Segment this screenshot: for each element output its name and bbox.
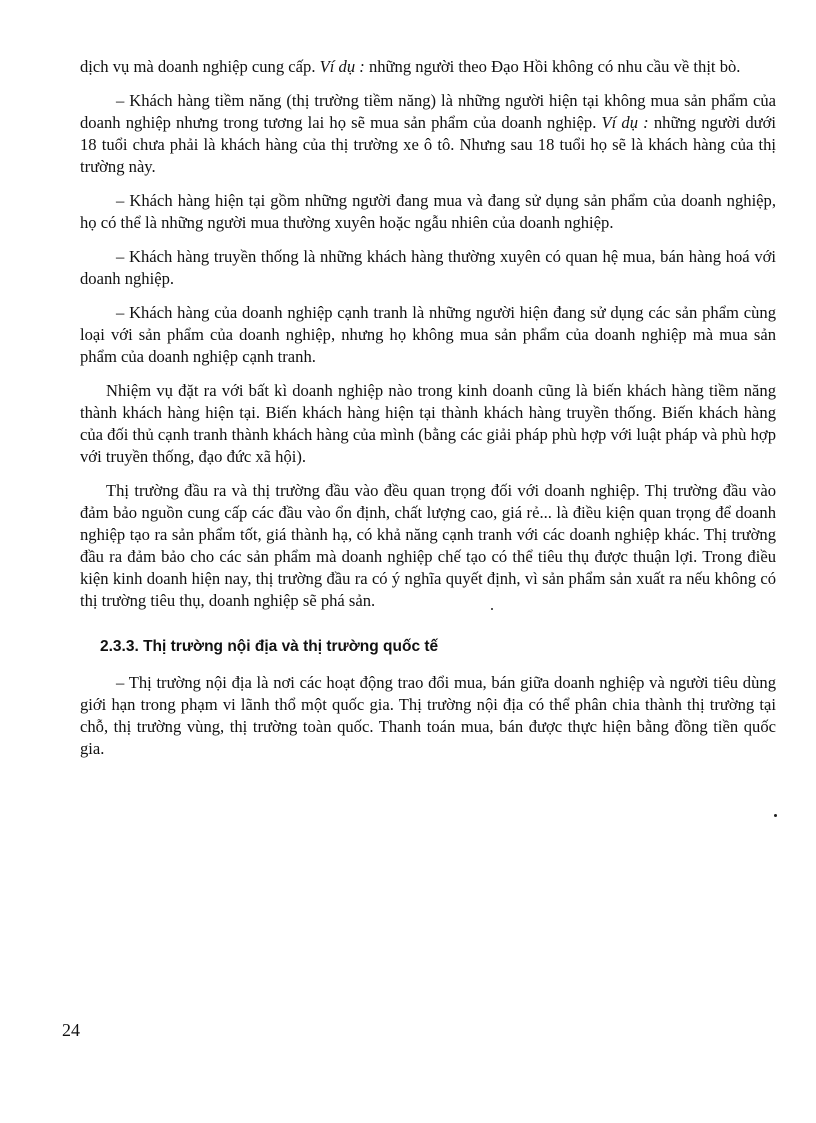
paragraph-potential-customers	[80, 90, 776, 178]
paragraph-domestic-market: – Thị trường nội địa là nơi các hoạt động trao đổi mua, bán giữa doanh nghiệp và người tiêu dùng giới hạn trong phạm vi lãnh thổ một quốc gia. Thị trường nội địa có thể phân chia thành thị trường tại chỗ, thị trường vùng, thị trường toàn quốc. Thanh toán mua, bán được thực hiện bằng đồng tiền quốc gia.	[80, 673, 776, 758]
paragraph-current-customers: – Khách hàng hiện tại gồm những người đang mua và đang sử dụng sản phẩm của doanh nghiệp, họ có thể là những người mua thường xuyên hoặc ngẫu nhiên của doanh nghiệp.	[80, 191, 776, 232]
paragraph-1	[80, 56, 776, 78]
scan-speck	[774, 814, 777, 817]
paragraph-business-task: Nhiệm vụ đặt ra với bất kì doanh nghiệp nào trong kinh doanh cũng là biến khách hàng tiềm năng thành khách hàng hiện tại. Biến khách hàng hiện tại thành khách hàng truyền thống. Biến khách hàng của đối thủ cạnh tranh thành khách hàng của mình (bằng các giải pháp phù hợp với luật pháp và phù hợp với truyền thống, đạo đức xã hội).	[80, 381, 776, 466]
scan-speck	[491, 608, 493, 610]
paragraph-traditional-customers: – Khách hàng truyền thống là những khách hàng thường xuyên có quan hệ mua, bán hàng hoá với doanh nghiệp.	[80, 247, 776, 288]
section-heading: 2.3.3. Thị trường nội địa và thị trường quốc tế	[100, 638, 439, 655]
example-label-1: Ví dụ :	[319, 57, 365, 76]
example-label-2: Ví dụ :	[601, 113, 649, 132]
page-number: 24	[62, 1020, 80, 1040]
paragraph-1-text: dịch vụ mà doanh nghiệp cung cấp.	[80, 57, 320, 76]
paragraph-input-output-markets: Thị trường đầu ra và thị trường đầu vào đều quan trọng đối với doanh nghiệp. Thị trường đầu vào đảm bảo nguồn cung cấp các đầu vào ổn định, chất lượng cao, giá rẻ... là điều kiện quan trọng để doanh nghiệp tạo ra sản phẩm tốt, giá thành hạ, có khả năng cạnh tranh với các doanh nghiệp khác. Thị trường đầu ra đảm bảo cho các sản phẩm mà doanh nghiệp chế tạo có thể tiêu thụ được thuận lợi. Trong điều kiện kinh doanh hiện nay, thị trường đầu ra có ý nghĩa quyết định, vì sản phẩm sản xuất ra nếu không có thị trường tiêu thụ, doanh nghiệp sẽ phá sản.	[80, 481, 776, 610]
paragraph-competitor-customers: – Khách hàng của doanh nghiệp cạnh tranh là những người hiện đang sử dụng các sản phẩm cùng loại với sản phẩm của doanh nghiệp, nhưng họ không mua sản phẩm của doanh nghiệp mà mua sản phẩm của doanh nghiệp cạnh tranh.	[80, 303, 776, 366]
paragraph-1-rest: những người theo Đạo Hồi không có nhu cầu về thịt bò.	[364, 57, 741, 76]
paragraph-2-text: – Khách hàng tiềm năng (thị trường tiềm năng) là những người hiện tại không mua sản phẩm của doanh nghiệp nhưng trong tương lai họ sẽ mua sản phẩm của doanh nghiệp.	[80, 91, 776, 132]
paragraph-2-rest: những người dưới 18 tuổi chưa phải là khách hàng của thị trường xe ô tô. Nhưng sau 18 tuổi họ sẽ là khách hàng của thị trường này.	[80, 113, 776, 176]
page-body	[80, 56, 776, 772]
